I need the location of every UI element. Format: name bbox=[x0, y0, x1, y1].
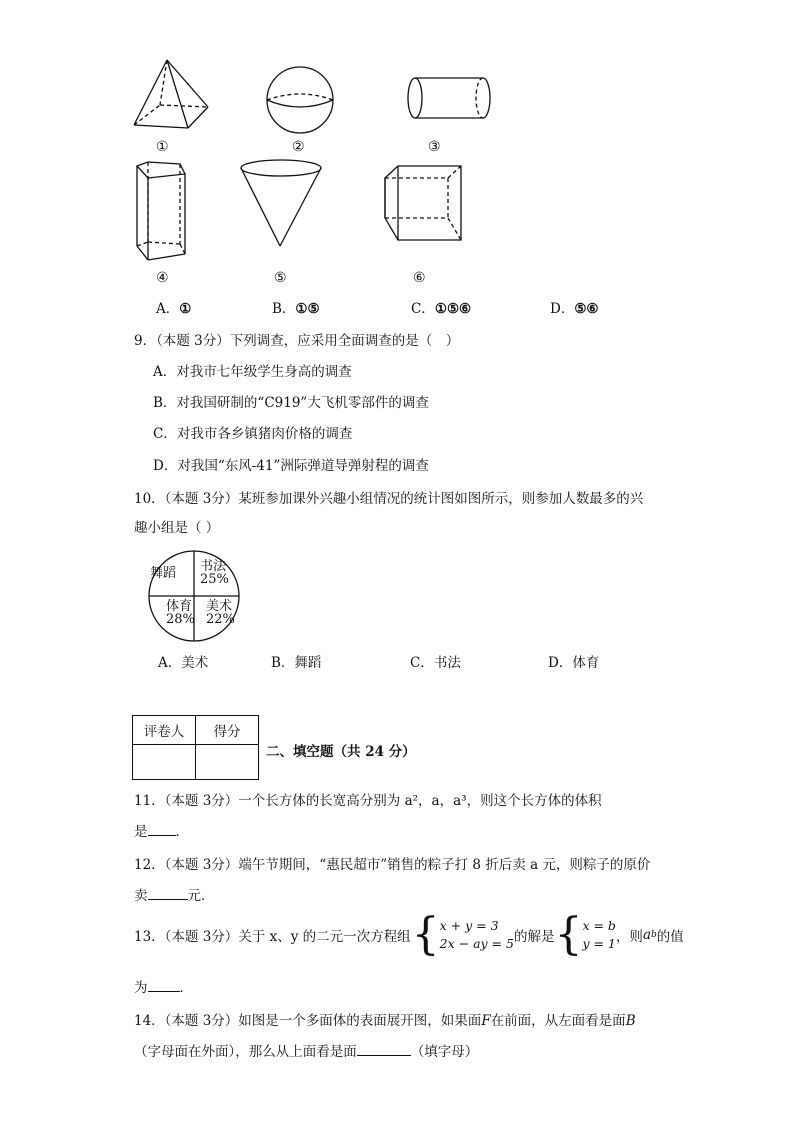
option-letter: C． bbox=[410, 655, 434, 671]
pie-label-calligraphy: 书法 bbox=[200, 559, 227, 574]
section-title: 二、填空题（共 24 分） bbox=[266, 744, 416, 760]
q13-solution-2: y = 1 bbox=[582, 936, 616, 951]
q14-face-b: B bbox=[625, 1013, 636, 1029]
prism-shape bbox=[137, 162, 185, 260]
q11-line1: 11．（本题 3分）一个长方体的长宽高分别为 a²，a，a³，则这个长方体的体积 bbox=[134, 793, 602, 809]
q12-prefix: 卖 bbox=[134, 888, 148, 904]
q9-option-b[interactable]: B．对我国研制的“C919”大飞机零部件的调查 bbox=[153, 395, 429, 411]
q10-option-a[interactable] bbox=[158, 651, 208, 671]
q13-equation-2: 2x − ay = 5 bbox=[439, 936, 514, 951]
q13-after: ，则 bbox=[615, 929, 643, 945]
q13-line2 bbox=[134, 976, 193, 996]
figure-label-2: ② bbox=[292, 139, 305, 155]
q13-suffix: 的值 bbox=[656, 929, 684, 945]
option-letter: D． bbox=[550, 301, 575, 317]
option-text: ①⑤⑥ bbox=[434, 301, 472, 317]
q13-answer-blank[interactable] bbox=[148, 978, 180, 993]
solids-figure bbox=[120, 50, 520, 290]
q14-line2 bbox=[134, 1040, 478, 1060]
option-letter: B． bbox=[272, 301, 296, 317]
q12-line2 bbox=[134, 884, 215, 904]
q9-option-d[interactable]: D．对我国“东风-41”洲际弹道导弹射程的调查 bbox=[153, 458, 429, 474]
left-brace-icon: { bbox=[411, 909, 440, 960]
option-letter: A． bbox=[158, 655, 182, 671]
option-letter: D． bbox=[548, 655, 573, 671]
option-text: ① bbox=[179, 301, 192, 317]
q13-solution-system bbox=[582, 917, 615, 953]
figure-label-5: ⑤ bbox=[274, 270, 287, 286]
q14-text-b: 在前面，从左面看是面 bbox=[490, 1013, 626, 1029]
q14-text-c: （字母面在外面），那么从上面看是面 bbox=[134, 1044, 357, 1060]
lying-prism-shape bbox=[385, 166, 461, 240]
pie-value-calligraphy: 25% bbox=[200, 572, 229, 587]
q11-answer-blank[interactable] bbox=[148, 822, 176, 837]
pyramid-shape bbox=[134, 60, 208, 128]
option-text: 体育 bbox=[572, 655, 600, 671]
figure-label-6: ⑥ bbox=[413, 270, 426, 286]
q10-option-b[interactable] bbox=[271, 651, 321, 671]
option-text: 美术 bbox=[181, 655, 209, 671]
q13-expr-exponent: b bbox=[651, 930, 657, 940]
cone-shape bbox=[241, 160, 321, 246]
q14-text-d: （填字母） bbox=[410, 1044, 479, 1060]
q13-middle: 的解是 bbox=[513, 929, 555, 945]
pie-label-sports: 体育 bbox=[166, 599, 193, 614]
q8-option-b[interactable] bbox=[272, 297, 320, 317]
q10-stem-line2: 趣小组是（ ） bbox=[134, 520, 220, 536]
score-cell-score[interactable] bbox=[196, 745, 259, 780]
pie-label-dance: 舞蹈 bbox=[150, 566, 177, 581]
figure-label-4: ④ bbox=[156, 270, 169, 286]
option-letter: C． bbox=[411, 301, 435, 317]
score-header-score: 得分 bbox=[196, 716, 259, 745]
q14-text-a: 14．（本题 3分）如图是一个多面体的表面展开图，如果面 bbox=[134, 1013, 482, 1029]
option-letter: A． bbox=[156, 301, 180, 317]
q14-answer-blank[interactable] bbox=[357, 1042, 411, 1057]
pie-value-sports: 28% bbox=[166, 612, 195, 627]
q9-stem: 9．（本题 3分）下列调查，应采用全面调查的是（ ） bbox=[134, 333, 460, 349]
option-text: 书法 bbox=[433, 655, 461, 671]
q13-line1 bbox=[134, 909, 684, 960]
q14-face-f: F bbox=[481, 1013, 491, 1029]
option-text: ⑤⑥ bbox=[574, 301, 599, 317]
figure-label-1: ① bbox=[156, 139, 169, 155]
figure-label-3: ③ bbox=[428, 139, 441, 155]
q9-option-c[interactable]: C．对我市各乡镇猪肉价格的调查 bbox=[153, 426, 353, 442]
cylinder-shape bbox=[408, 78, 490, 118]
q13-solution-1: x = b bbox=[582, 918, 616, 933]
q8-option-c[interactable] bbox=[411, 297, 471, 317]
q12-suffix: 元． bbox=[187, 888, 215, 904]
q9-option-a[interactable]: A．对我市七年级学生身高的调查 bbox=[153, 364, 352, 380]
q12-answer-blank[interactable] bbox=[148, 886, 188, 901]
q13-equation-system bbox=[440, 917, 514, 953]
q11-line2 bbox=[134, 820, 189, 840]
q13-equation-1: x + y = 3 bbox=[439, 918, 499, 933]
q8-option-d[interactable] bbox=[550, 297, 599, 317]
option-text: 舞蹈 bbox=[294, 655, 322, 671]
q11-prefix: 是 bbox=[134, 824, 148, 840]
q12-line1: 12．（本题 3分）端午节期间，“惠民超市”销售的粽子打 8 折后卖 a 元，则粽子的原价 bbox=[134, 857, 651, 873]
pie-value-art: 22% bbox=[206, 612, 235, 627]
option-letter: B． bbox=[271, 655, 295, 671]
sphere-shape bbox=[267, 67, 333, 133]
q10-option-d[interactable] bbox=[548, 651, 599, 671]
q13-prefix2: 为 bbox=[134, 980, 148, 996]
q8-option-a[interactable] bbox=[156, 297, 191, 317]
left-brace-icon: { bbox=[554, 909, 583, 960]
q11-suffix: ． bbox=[175, 824, 189, 840]
q10-stem-line1: 10．（本题 3分）某班参加课外兴趣小组情况的统计图如图所示，则参加人数最多的兴 bbox=[134, 491, 644, 507]
option-text: ①⑤ bbox=[295, 301, 320, 317]
q13-prefix: 13．（本题 3分）关于 x、y 的二元一次方程组 bbox=[134, 929, 411, 945]
score-table bbox=[132, 715, 259, 780]
q13-expr-base: a bbox=[642, 927, 651, 943]
q10-option-c[interactable] bbox=[410, 651, 461, 671]
score-cell-grader[interactable] bbox=[133, 745, 196, 780]
q13-suffix2: ． bbox=[179, 980, 193, 996]
pie-label-art: 美术 bbox=[206, 599, 233, 614]
score-header-grader: 评卷人 bbox=[133, 716, 196, 745]
q14-line1 bbox=[134, 1009, 636, 1029]
